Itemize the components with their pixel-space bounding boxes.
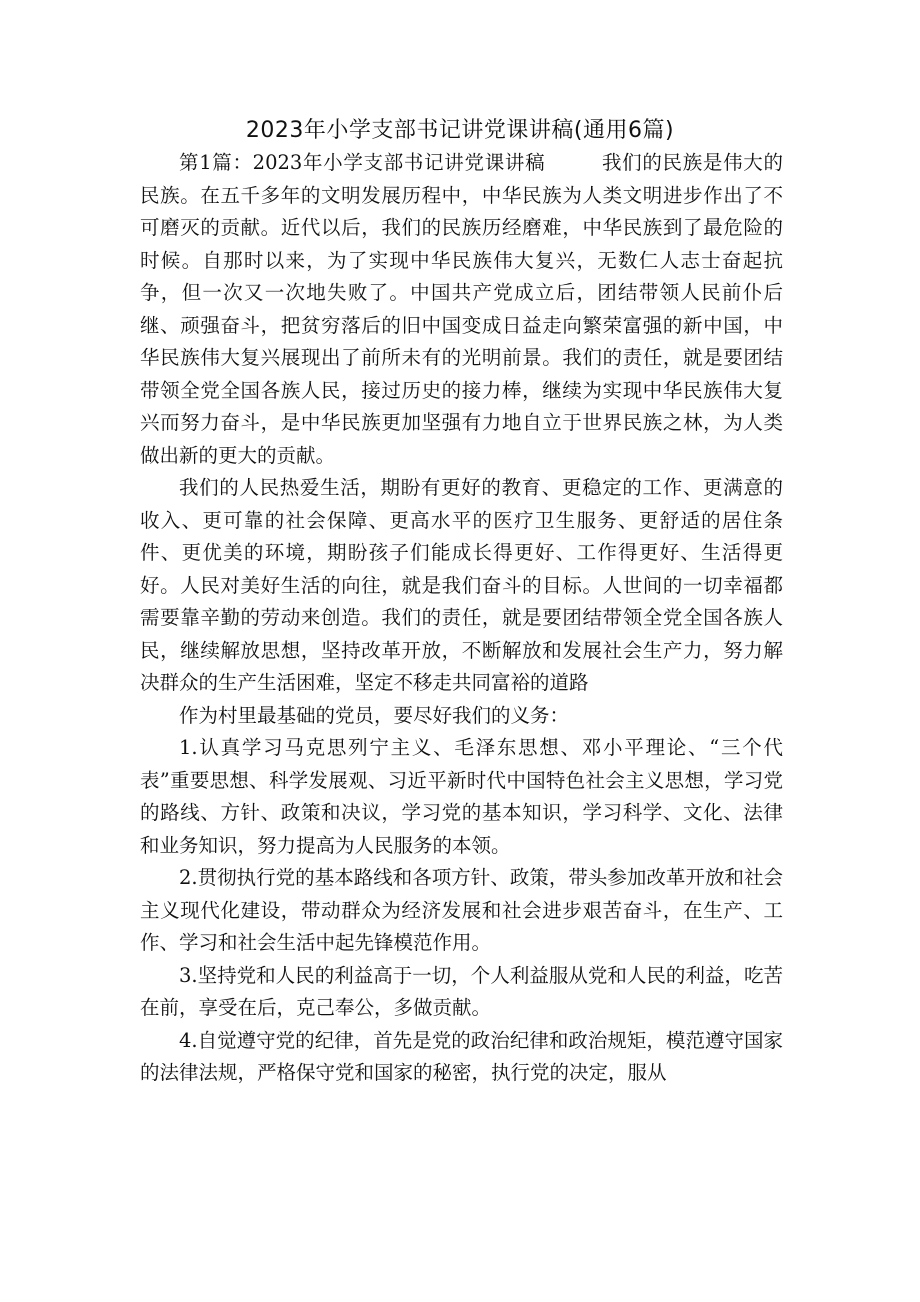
list-item-1: 1.认真学习马克思列宁主义、毛泽东思想、邓小平理论、“三个代表”重要思想、科学发展观、习近平新时代中国特色社会主义思想，学习党的路线、方针、政策和决议，学习党的基本知识，学习科学、文化、法律和业务知识，努力提高为人民服务的本领。: [140, 736, 783, 857]
paragraph-2: 我们的人民热爱生活，期盼有更好的教育、更稳定的工作、更满意的收入、更可靠的社会保障、更高水平的医疗卫生服务、更舒适的居住条件、更优美的环境，期盼孩子们能成长得更好、工作得更好、生活得更好。人民对美好生活的向往，就是我们奋斗的目标。人世间的一切幸福都需要靠辛勤的劳动来创造。我们的责任，就是要团结带领全党全国各族人民，继续解放思想，坚持改革开放，不断解放和发展社会生产力，努力解决群众的生产生活困难，坚定不移走共同富裕的道路: [140, 476, 783, 694]
document-title: 2023年小学支部书记讲党课讲稿(通用6篇): [245, 118, 675, 143]
paragraph-3: 作为村里最基础的党员，要尽好我们的义务：: [179, 703, 570, 727]
list-item-4: 4.自觉遵守党的纪律，首先是党的政治纪律和政治规矩，模范遵守国家的法律法规，严格保守党和国家的秘密，执行党的决定，服从: [140, 1028, 783, 1084]
list-item-3: 3.坚持党和人民的利益高于一切，个人利益服从党和人民的利益，吃苦在前，享受在后，克己奉公，多做贡献。: [140, 963, 783, 1019]
paragraph-text: 我们的民族是伟大的民族。在五千多年的文明发展历程中，中华民族为人类文明进步作出了不可磨灭的贡献。近代以后，我们的民族历经磨难，中华民族到了最危险的时候。自那时以来，为了实现中华民族伟大复兴，无数仁人志士奋起抗争，但一次又一次地失败了。中国共产党成立后，团结带领人民前仆后继、顽强奋斗，把贫穷落后的旧中国变成日益走向繁荣富强的新中国，中华民族伟大复兴展现出了前所未有的光明前景。我们的责任，就是要团结带领全党全国各族人民，接过历史的接力棒，继续为实现中华民族伟大复兴而努力奋斗，是中华民族更加坚强有力地自立于世界民族之林，为人类做出新的更大的贡献。: [140, 151, 783, 467]
section-heading: 第1篇：2023年小学支部书记讲党课讲稿: [179, 151, 546, 174]
paragraph-1: [140, 147, 783, 472]
document-body: [140, 147, 783, 1090]
list-item-2: 2.贯彻执行党的基本路线和各项方针、政策，带头参加改革开放和社会主义现代化建设，带动群众为经济发展和社会进步艰苦奋斗，在生产、工作、学习和社会生活中起先锋模范作用。: [140, 866, 783, 954]
